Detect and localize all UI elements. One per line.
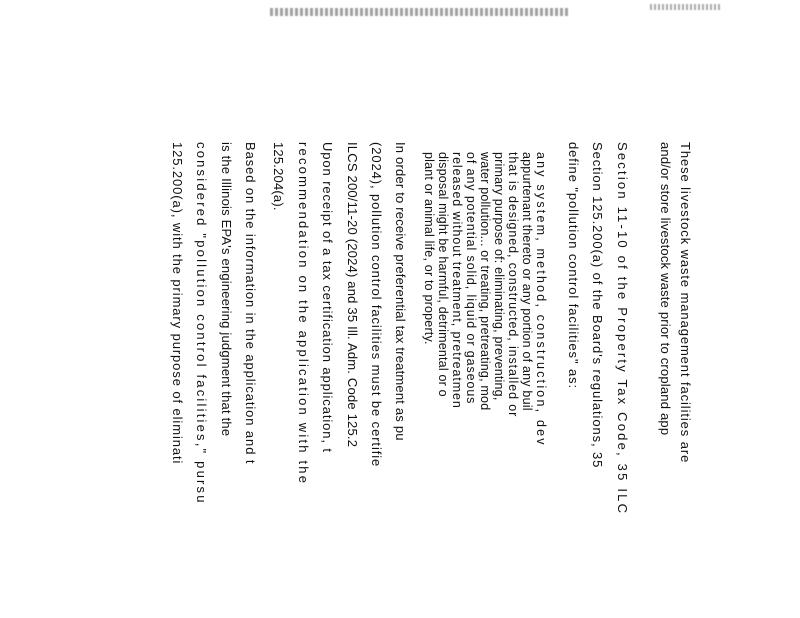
text-line: recommendation on the application with the: [296, 142, 311, 486]
text-line: Section 125.200(a) of the Board's regulations, 35: [590, 142, 605, 469]
text-line: considered "pollution control facilities," pursu: [194, 142, 209, 505]
text-line: Upon receipt of a tax certification application, t: [320, 142, 335, 453]
text-line: Section 11-10 of the Property Tax Code, 35 ILC: [615, 142, 630, 516]
text-line: Based on the information in the application and t: [243, 142, 258, 465]
text-line: disposal might be harmful, detrimental or o: [436, 152, 450, 397]
page-header-smudge: [230, 0, 730, 22]
text-line: that is designed, constructed, installed or: [506, 152, 520, 418]
text-line: (2024), pollution control facilities must be certifie: [369, 142, 384, 468]
illegible-header-text: [270, 8, 570, 16]
text-line: water pollution... or treating, pretreating, mod: [478, 152, 492, 411]
text-line: primary purpose of: eliminating, preventing,: [492, 152, 506, 401]
illegible-header-mark: [650, 4, 720, 10]
text-line: released without treatment, pretreatmen: [450, 152, 464, 409]
text-line: plant or animal life, or to property.: [422, 152, 436, 345]
text-line: is the Illinois EPA's engineering judgment that the: [219, 142, 234, 437]
text-line: define "pollution control facilities" as:: [566, 142, 581, 390]
text-line: and/or store livestock waste prior to cropland app: [658, 142, 673, 436]
text-line: These livestock waste management facilities are: [678, 142, 693, 464]
text-line: In order to receive preferential tax treatment as pu: [393, 142, 408, 441]
text-line: 125.204(a).: [271, 142, 286, 211]
text-line: any system, method, construction, dev: [534, 152, 548, 447]
text-line: appurtenant thereto or any portion of any buil: [520, 152, 534, 411]
text-line: of any potential solid, liquid or gaseous: [464, 152, 478, 405]
text-line: 125.200(a), with the primary purpose of eliminati: [170, 142, 185, 465]
text-line: ILCS 200/11-20 (2024) and 35 Ill. Adm. Code 125.2: [345, 142, 360, 448]
